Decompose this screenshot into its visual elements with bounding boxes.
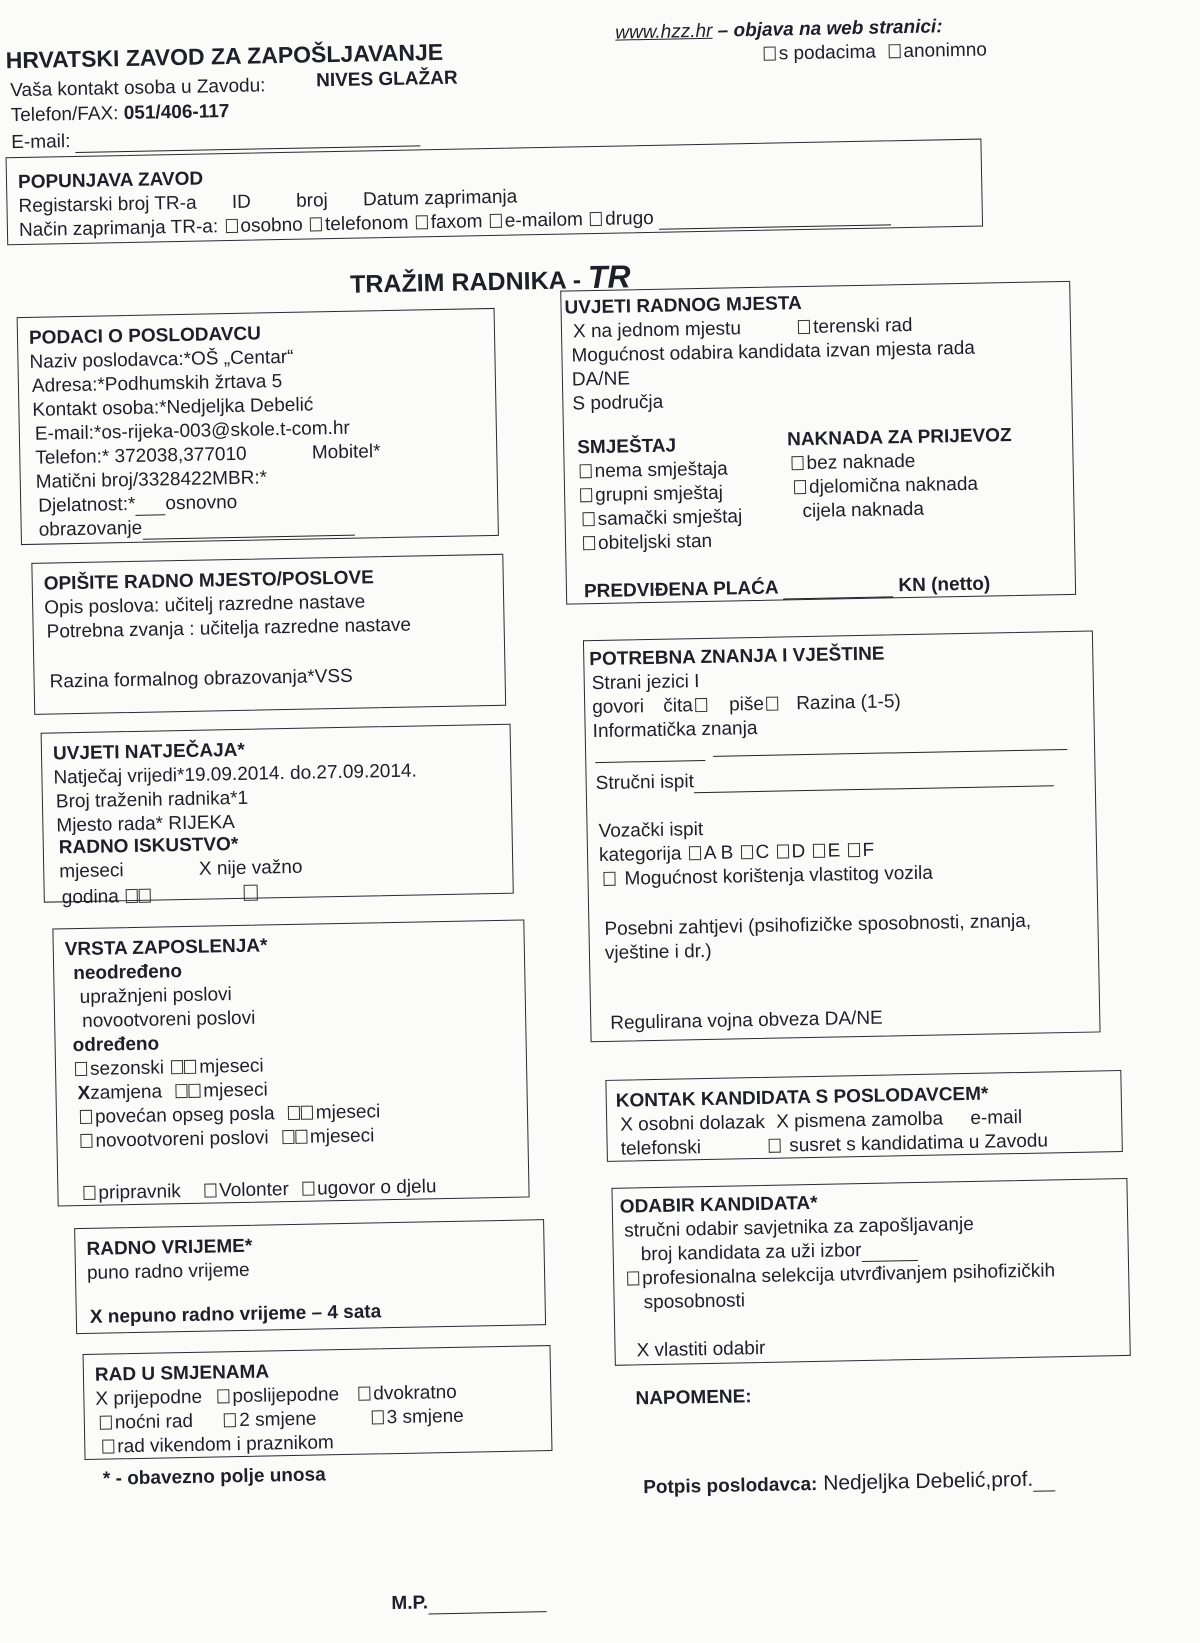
znanja-jezici: Strani jezici I bbox=[591, 671, 700, 695]
nije-vazno-checkbox[interactable] bbox=[243, 885, 257, 901]
dvije-smjene-checkbox[interactable] bbox=[224, 1413, 236, 1427]
web-url[interactable]: www.hzz.hr bbox=[615, 20, 713, 44]
natjecaj-title: UVJETI NATJEČAJA* bbox=[52, 739, 245, 765]
znanja-informaticka: Informatička znanja bbox=[592, 717, 758, 743]
sezonski-mjeseci: mjeseci bbox=[199, 1055, 264, 1078]
volonter-label: Volonter bbox=[218, 1179, 290, 1202]
uvjeti-mogucnost: Mogućnost odabira kandidata izvan mjesta rada bbox=[571, 337, 976, 367]
grupni-checkbox[interactable] bbox=[580, 488, 592, 502]
web-opt2-checkbox[interactable] bbox=[888, 44, 900, 58]
kat-e-label: E bbox=[827, 840, 841, 862]
opis-title: OPIŠITE RADNO MJESTO/POSLOVE bbox=[43, 567, 375, 595]
vrsta-title: VRSTA ZAPOSLENJA* bbox=[64, 935, 268, 961]
opis-zvanja: Potrebna zvanja : učitelja razredne nastave bbox=[46, 614, 412, 643]
broj-kandidata-field[interactable] bbox=[861, 1242, 917, 1262]
strucni-label: Stručni ispit bbox=[595, 771, 695, 795]
profesionalna-checkbox[interactable] bbox=[627, 1271, 639, 1285]
web-opt1-checkbox[interactable] bbox=[764, 46, 776, 60]
poslodavac-kontakt: Kontakt osoba:*Nedjeljka Debelić bbox=[32, 394, 314, 421]
main-title-tr: TR bbox=[587, 258, 631, 296]
mobitel-label: Mobitel* bbox=[311, 441, 381, 464]
uvjeti-title: UVJETI RADNOG MJESTA bbox=[564, 293, 802, 319]
novootvoreni-m2[interactable] bbox=[295, 1130, 307, 1144]
poslodavac-djelatnost bbox=[38, 491, 237, 518]
smjestaj-obiteljski bbox=[581, 530, 712, 556]
tri-smjene-checkbox[interactable] bbox=[372, 1410, 384, 1424]
smjestaj-title: SMJEŠTAJ bbox=[577, 435, 677, 459]
godina-box-1[interactable] bbox=[126, 889, 138, 903]
phone-value: 051/406-117 bbox=[123, 100, 230, 125]
kat-a-checkbox[interactable] bbox=[689, 846, 701, 860]
poslodavac-maticni: Matični broj/3328422MBR:* bbox=[35, 467, 268, 493]
bez-naknade-checkbox[interactable] bbox=[791, 456, 803, 470]
poslodavac-naziv: Naziv poslodavca:*OŠ „Centar“ bbox=[29, 346, 294, 373]
natjecaj-mjesto: Mjesto rada* RIJEKA bbox=[56, 812, 236, 837]
kat-c-label: C bbox=[755, 841, 770, 864]
iskustvo-mjeseci: mjeseci bbox=[59, 860, 124, 883]
opis-poslova: Opis poslova: učitelj razredne nastave bbox=[44, 591, 366, 619]
vrsta-novootvoreni-neod: novootvoreni poslovi bbox=[81, 1007, 256, 1032]
smjene-row3 bbox=[100, 1431, 334, 1458]
nocni-checkbox[interactable] bbox=[100, 1415, 112, 1429]
vrijeme-puno: puno radno vrijeme bbox=[86, 1259, 250, 1284]
obrazovanje-value: obrazovanje bbox=[38, 517, 143, 541]
govori-label: govori bbox=[592, 696, 645, 719]
volonter-checkbox[interactable] bbox=[204, 1183, 216, 1197]
web-opt2-label: anonimno bbox=[903, 39, 988, 63]
pismena-zamolba-label: X pismena zamolba bbox=[776, 1108, 944, 1133]
povecan-m1[interactable] bbox=[288, 1106, 300, 1120]
djelatnost-underline bbox=[135, 496, 165, 516]
vrsta-odredeno: određeno bbox=[72, 1033, 160, 1057]
vozilo-label: Mogućnost korištenja vlastitog vozila bbox=[624, 862, 934, 890]
nema-smjestaja-checkbox[interactable] bbox=[580, 464, 592, 478]
terenski-label: terenski rad bbox=[812, 314, 913, 338]
poslodavac-adresa: Adresa:*Podhumskih žrtava 5 bbox=[31, 371, 283, 397]
web-text: – objava na web stranici: bbox=[717, 16, 943, 42]
sezonski-m1[interactable] bbox=[171, 1060, 183, 1074]
sezonski-checkbox[interactable] bbox=[75, 1062, 87, 1076]
znanja-title: POTREBNA ZNANJA I VJEŠTINE bbox=[589, 643, 885, 671]
nacin-label: Način zaprimanja TR-a: bbox=[18, 216, 219, 242]
samacki-label: samački smještaj bbox=[597, 506, 743, 530]
vrijeme-title: RADNO VRIJEME* bbox=[86, 1235, 253, 1260]
dvokratno-checkbox[interactable] bbox=[358, 1387, 370, 1401]
opt-osobno: osobno bbox=[240, 214, 303, 237]
obrazovanje-underline bbox=[142, 517, 354, 540]
opt-emailom: e-mailom bbox=[504, 209, 584, 232]
telefonski-label: telefonski bbox=[620, 1137, 702, 1160]
opt-drugo: drugo bbox=[604, 207, 654, 230]
iskustvo-nije-vazno: X nije važno bbox=[198, 856, 303, 880]
potpis-value: Nedjeljka Debelić,prof. bbox=[822, 1467, 1034, 1495]
povecan-mjeseci: mjeseci bbox=[315, 1101, 381, 1124]
vrijeme-nepuno: X nepuno radno vrijeme – 4 sata bbox=[89, 1301, 382, 1328]
bez-naknade-label: bez naknade bbox=[806, 450, 916, 474]
poslodavac-email: E-mail:*os-rijeka-003@skole.t-com.hr bbox=[34, 417, 350, 445]
smjestaj-grupni bbox=[578, 482, 723, 508]
uvjeti-podrucja: S područja bbox=[572, 391, 664, 415]
naknada-bez bbox=[789, 450, 915, 475]
poslijepodne-checkbox[interactable] bbox=[217, 1389, 229, 1403]
znanja-posebni: Posebni zahtjevi (psihofizičke sposobnosti, znanja, bbox=[604, 910, 1032, 940]
osobno-checkbox[interactable] bbox=[225, 219, 237, 233]
poslodavac-title: PODACI O POSLODAVCU bbox=[28, 323, 262, 349]
novootvoreni-mjeseci: mjeseci bbox=[309, 1125, 375, 1148]
vikend-checkbox[interactable] bbox=[102, 1439, 114, 1453]
contact-label: Vaša kontakt osoba u Zavodu: bbox=[10, 75, 266, 102]
ugovor-label: ugovor o djelu bbox=[316, 1176, 437, 1200]
novootvoreni-label: novootvoreni poslovi bbox=[95, 1127, 269, 1152]
godina-box-2[interactable] bbox=[139, 889, 151, 903]
opt-faxom: faxom bbox=[430, 211, 483, 234]
kategorija-label: kategorija bbox=[598, 843, 682, 867]
naknada-djelomicna bbox=[792, 473, 978, 500]
terenski-checkbox[interactable] bbox=[798, 320, 810, 334]
kontakt-title: KONTAK KANDIDATA S POSLODAVCEM* bbox=[615, 1083, 989, 1112]
main-title-text: TRAŽIM RADNIKA - bbox=[349, 266, 589, 299]
opis-razina: Razina formalnog obrazovanja*VSS bbox=[49, 665, 353, 693]
potpis-line bbox=[643, 1467, 1056, 1499]
naknada-cijela: cijela naknada bbox=[802, 498, 925, 523]
povecan-m2[interactable] bbox=[301, 1106, 313, 1120]
kat-e-checkbox[interactable] bbox=[812, 844, 824, 858]
mp-underline bbox=[428, 1593, 546, 1614]
jednom-mjestu-label: X na jednom mjestu bbox=[572, 318, 742, 343]
zamjena-label: zamjena bbox=[90, 1081, 163, 1104]
odabir-vlastiti: X vlastiti odabir bbox=[636, 1337, 766, 1362]
djelatnost-value: osnovno bbox=[165, 491, 238, 515]
datum-label: Datum zaprimanja bbox=[362, 186, 518, 211]
placa-field[interactable] bbox=[783, 578, 893, 599]
tri-smjene-label: 3 smjene bbox=[386, 1405, 464, 1429]
grupni-label: grupni smještaj bbox=[594, 482, 724, 507]
cita-checkbox[interactable] bbox=[695, 698, 707, 712]
znanja-vojna: Regulirana vojna obveza DA/NE bbox=[610, 1007, 883, 1034]
telefon-value: Telefon:* 372038,377010 bbox=[35, 443, 247, 469]
phone-label: Telefon/FAX: bbox=[10, 103, 119, 127]
kat-f-label: F bbox=[862, 839, 875, 861]
vikend-label: rad vikendom i praznikom bbox=[117, 1432, 334, 1458]
web-options bbox=[761, 38, 987, 65]
prijepodne-label: X prijepodne bbox=[95, 1386, 203, 1410]
obavezno-note: * - obavezno polje unosa bbox=[102, 1464, 326, 1490]
broj-kandidata-label: broj kandidata za uži izbor bbox=[640, 1240, 862, 1266]
drugo-checkbox[interactable] bbox=[590, 212, 602, 226]
kat-ab-label: A B bbox=[703, 842, 734, 865]
org-name: HRVATSKI ZAVOD ZA ZAPOŠLJAVANJE bbox=[5, 38, 444, 74]
vrsta-sezonski-line bbox=[73, 1055, 264, 1082]
odabir-sposobnosti: sposobnosti bbox=[643, 1290, 746, 1314]
vrsta-zamjena-line bbox=[77, 1078, 268, 1105]
nocni-label: noćni rad bbox=[114, 1410, 194, 1434]
email-field[interactable] bbox=[76, 127, 421, 153]
telefonom-checkbox[interactable] bbox=[310, 217, 322, 231]
obiteljski-checkbox[interactable] bbox=[583, 536, 595, 550]
kat-f-checkbox[interactable] bbox=[847, 843, 859, 857]
natjecaj-broj: Broj traženih radnika*1 bbox=[55, 787, 249, 813]
djelatnost-label: Djelatnost:* bbox=[38, 493, 136, 517]
vrsta-upraznjeni: upražnjeni poslovi bbox=[79, 984, 232, 1009]
mp-label: M.P. bbox=[391, 1592, 429, 1615]
sezonski-label: sezonski bbox=[89, 1057, 165, 1080]
nema-smjestaja-label: nema smještaja bbox=[594, 458, 728, 483]
zamjena-mjeseci: mjeseci bbox=[203, 1079, 268, 1102]
djelomicna-checkbox[interactable] bbox=[794, 480, 806, 494]
smjene-title: RAD U SMJENAMA bbox=[94, 1361, 270, 1386]
osobni-dolazak-label: X osobni dolazak bbox=[620, 1111, 766, 1136]
susret-label: susret s kandidatima u Zavodu bbox=[789, 1130, 1049, 1157]
povecan-label: povećan opseg posla bbox=[94, 1103, 275, 1128]
novootvoreni-m1[interactable] bbox=[282, 1130, 294, 1144]
web-opt1-label: s podacima bbox=[778, 41, 877, 65]
pise-label: piše bbox=[728, 693, 765, 716]
kat-d-checkbox[interactable] bbox=[776, 844, 788, 858]
vrsta-neodredeno: neodređeno bbox=[73, 961, 183, 985]
kat-c-checkbox[interactable] bbox=[740, 845, 752, 859]
contact-name: NIVES GLAŽAR bbox=[315, 67, 458, 92]
vozilo-checkbox[interactable] bbox=[603, 872, 615, 886]
cita-label: čita bbox=[663, 695, 694, 717]
potpis-underline bbox=[1033, 1474, 1055, 1491]
opt-telefonom: telefonom bbox=[324, 212, 409, 236]
pise-checkbox[interactable] bbox=[766, 697, 778, 711]
broj-label: broj bbox=[295, 190, 328, 212]
profesionalna-label: profesionalna selekcija utvrđivanjem psihofizičkih bbox=[641, 1260, 1056, 1290]
smjestaj-samacki bbox=[580, 505, 742, 531]
id-label: ID bbox=[231, 191, 252, 213]
radno-iskustvo-title: RADNO ISKUSTVO* bbox=[58, 833, 239, 859]
kat-d-label: D bbox=[791, 841, 806, 863]
iskustvo-godina: godina bbox=[61, 886, 120, 909]
iskustvo-mjeseci-line bbox=[59, 856, 303, 884]
mp-line bbox=[391, 1589, 546, 1615]
povecan-checkbox[interactable] bbox=[80, 1110, 92, 1124]
faxom-checkbox[interactable] bbox=[416, 215, 428, 229]
zamjena-m2[interactable] bbox=[188, 1084, 200, 1098]
phone-line bbox=[11, 100, 230, 127]
smjestaj-nema bbox=[577, 457, 727, 483]
emailom-checkbox[interactable] bbox=[490, 214, 502, 228]
ugovor-checkbox[interactable] bbox=[302, 1182, 314, 1196]
sezonski-m2[interactable] bbox=[184, 1060, 196, 1074]
kontakt-email-label: e-mail bbox=[970, 1106, 1023, 1129]
naknada-title: NAKNADA ZA PRIJEVOZ bbox=[786, 425, 1012, 451]
odabir-title: ODABIR KANDIDATA* bbox=[619, 1192, 818, 1218]
znanja-vjestine: vještine i dr.) bbox=[604, 940, 712, 964]
napomene-label: NAPOMENE: bbox=[635, 1386, 752, 1410]
natjecaj-vrijedi: Natječaj vrijedi*19.09.2014. do.27.09.2014. bbox=[53, 760, 417, 789]
reg-label: Registarski broj TR-a bbox=[18, 192, 197, 218]
email-label: E-mail: bbox=[11, 131, 71, 154]
obiteljski-label: obiteljski stan bbox=[597, 530, 713, 554]
odabir-strucni: stručni odabir savjetnika za zapošljavanje bbox=[624, 1213, 975, 1242]
znanja-vozacki: Vozački ispit bbox=[598, 819, 704, 843]
zamjena-x: X bbox=[77, 1082, 91, 1105]
dvokratno-label: dvokratno bbox=[373, 1381, 457, 1405]
dvije-smjene-label: 2 smjene bbox=[239, 1408, 317, 1432]
iskustvo-godina-line bbox=[62, 883, 261, 910]
susret-checkbox[interactable] bbox=[768, 1139, 780, 1153]
pripravnik-checkbox[interactable] bbox=[83, 1186, 95, 1200]
razina-label: Razina (1-5) bbox=[796, 691, 901, 715]
uvjeti-da-ne: DA/NE bbox=[571, 368, 631, 391]
pripravnik-label: pripravnik bbox=[98, 1181, 182, 1204]
zamjena-m1[interactable] bbox=[175, 1084, 187, 1098]
placa-label: PREDVIĐENA PLAĆA bbox=[583, 577, 779, 603]
potpis-label: Potpis poslodavca: bbox=[643, 1473, 818, 1499]
novootvoreni-checkbox[interactable] bbox=[80, 1134, 92, 1148]
poslijepodne-label: poslijepodne bbox=[232, 1384, 340, 1408]
zavod-title: POPUNJAVA ZAVOD bbox=[17, 168, 204, 194]
samacki-checkbox[interactable] bbox=[582, 512, 594, 526]
djelomicna-label: djelomična naknada bbox=[808, 473, 979, 498]
placa-unit: KN (netto) bbox=[898, 573, 991, 597]
